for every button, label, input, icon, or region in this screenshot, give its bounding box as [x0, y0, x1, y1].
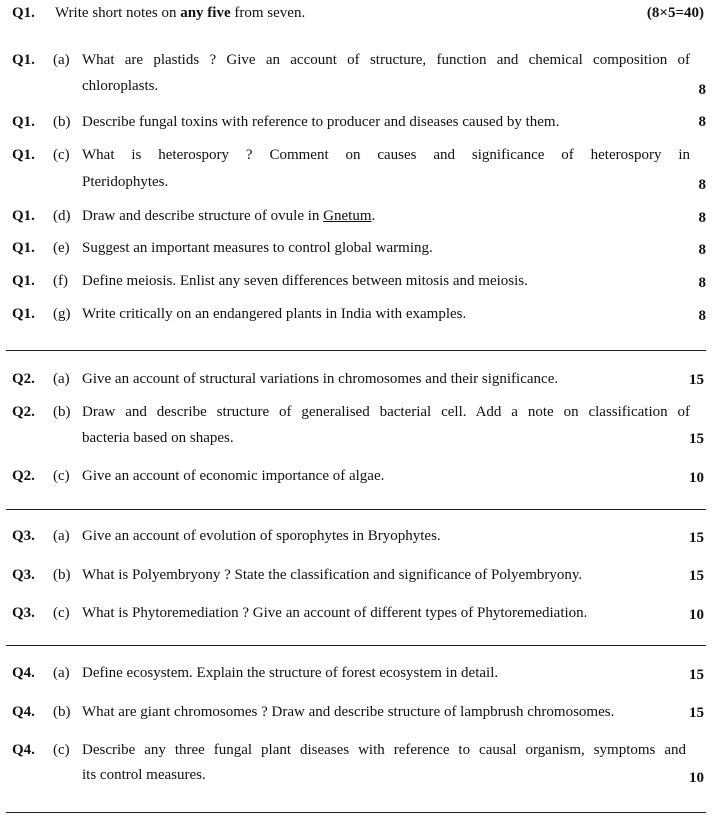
- instruction-prefix: Write short notes on: [55, 5, 181, 21]
- marks: 8: [698, 275, 706, 291]
- underlined-term: Gnetum: [323, 208, 372, 224]
- question-text-line1: Describe any three fungal plant diseases with reference to causal organism, symptoms and: [82, 742, 686, 758]
- section-divider: [6, 812, 706, 813]
- question-text-line1: What is Phytoremediation ? Give an account of different types of Phytoremediation.: [82, 605, 588, 621]
- sub-question-label: (a): [53, 52, 70, 68]
- marks: 15: [689, 705, 704, 721]
- question-text-line1: What is heterospory ? Comment on causes and significance of heterospory in: [82, 147, 690, 163]
- question-text-line1: Suggest an important measures to control global warming.: [82, 240, 433, 256]
- sub-question-label: (g): [53, 306, 71, 322]
- sub-question-label: (c): [53, 468, 70, 484]
- question-text-line1: What are giant chromosomes ? Draw and describe structure of lampbrush chromosomes.: [82, 704, 615, 720]
- sub-question-label: (a): [53, 371, 70, 387]
- question-text-line2: Pteridophytes.: [82, 174, 169, 190]
- question-text-line1: What are plastids ? Give an account of structure, function and chemical composition of: [82, 52, 690, 68]
- question-number: Q3.: [12, 528, 35, 544]
- question-text-line1: Define ecosystem. Explain the structure of forest ecosystem in detail.: [82, 665, 499, 681]
- question-number: Q3.: [12, 605, 35, 621]
- marks: 15: [689, 372, 704, 388]
- sub-question-label: (b): [53, 704, 71, 720]
- marks: 15: [689, 530, 704, 546]
- marks: 10: [689, 470, 704, 486]
- sub-question-label: (b): [53, 404, 71, 420]
- sub-question-label: (c): [53, 605, 70, 621]
- question-text-line2: chloroplasts.: [82, 78, 159, 94]
- instruction-suffix: from seven.: [230, 5, 306, 21]
- sub-question-label: (f): [53, 273, 68, 289]
- question-number: Q2.: [12, 371, 35, 387]
- marks: 8: [698, 114, 706, 130]
- marks: 8: [698, 242, 706, 258]
- question-text-line1: Give an account of economic importance of algae.: [82, 468, 385, 484]
- marks: 10: [689, 607, 704, 623]
- question-number: Q4.: [12, 704, 35, 720]
- sub-question-label: (c): [53, 742, 70, 758]
- marks: 15: [689, 568, 704, 584]
- question-number: Q2.: [12, 468, 35, 484]
- question-number: Q4.: [12, 742, 35, 758]
- marks: 8: [698, 308, 706, 324]
- section-divider: [6, 350, 706, 351]
- question-text-line1: What is Polyembryony ? State the classification and significance of Polyembryony.: [82, 567, 583, 583]
- marks: 10: [689, 770, 704, 786]
- marks: 15: [689, 667, 704, 683]
- sub-question-label: (b): [53, 567, 71, 583]
- question-number: Q1.: [12, 52, 35, 68]
- marks: 15: [689, 431, 704, 447]
- question-number: Q1.: [12, 273, 35, 289]
- question-number: Q1.: [12, 147, 35, 163]
- question-text-line1: Write critically on an endangered plants in India with examples.: [82, 306, 467, 322]
- question-text-suffix: .: [371, 208, 376, 224]
- instruction-text: [55, 5, 305, 22]
- question-text-line1: Define meiosis. Enlist any seven differences between mitosis and meiosis.: [82, 273, 528, 289]
- marks: 8: [698, 210, 706, 226]
- sub-question-label: (b): [53, 114, 71, 130]
- question-text-line1: [82, 208, 375, 225]
- question-text-line1: Draw and describe structure of generalised bacterial cell. Add a note on classification of: [82, 404, 690, 420]
- question-text-line1: Give an account of evolution of sporophytes in Bryophytes.: [82, 528, 441, 544]
- question-number: Q4.: [12, 665, 35, 681]
- marks: 8: [698, 82, 706, 98]
- total-marks: (8×5=40): [646, 5, 704, 21]
- question-text-line1: Give an account of structural variations in chromosomes and their significance.: [82, 371, 559, 387]
- question-number: Q2.: [12, 404, 35, 420]
- question-number: Q1.: [12, 240, 35, 256]
- question-number: Q1.: [12, 306, 35, 322]
- question-number: Q1.: [12, 5, 35, 21]
- section-divider: [6, 645, 706, 646]
- sub-question-label: (a): [53, 528, 70, 544]
- question-text-prefix: Draw and describe structure of ovule in: [82, 208, 324, 224]
- question-text-line2: its control measures.: [82, 767, 206, 783]
- sub-question-label: (d): [53, 208, 71, 224]
- question-number: Q1.: [12, 114, 35, 130]
- instruction-bold: any five: [180, 5, 231, 21]
- question-text-line2: bacteria based on shapes.: [82, 430, 234, 446]
- section-divider: [6, 509, 706, 510]
- marks: 8: [698, 177, 706, 193]
- question-text-line1: Describe fungal toxins with reference to producer and diseases caused by them.: [82, 114, 560, 130]
- question-number: Q3.: [12, 567, 35, 583]
- sub-question-label: (a): [53, 665, 70, 681]
- question-number: Q1.: [12, 208, 35, 224]
- sub-question-label: (e): [53, 240, 70, 256]
- sub-question-label: (c): [53, 147, 70, 163]
